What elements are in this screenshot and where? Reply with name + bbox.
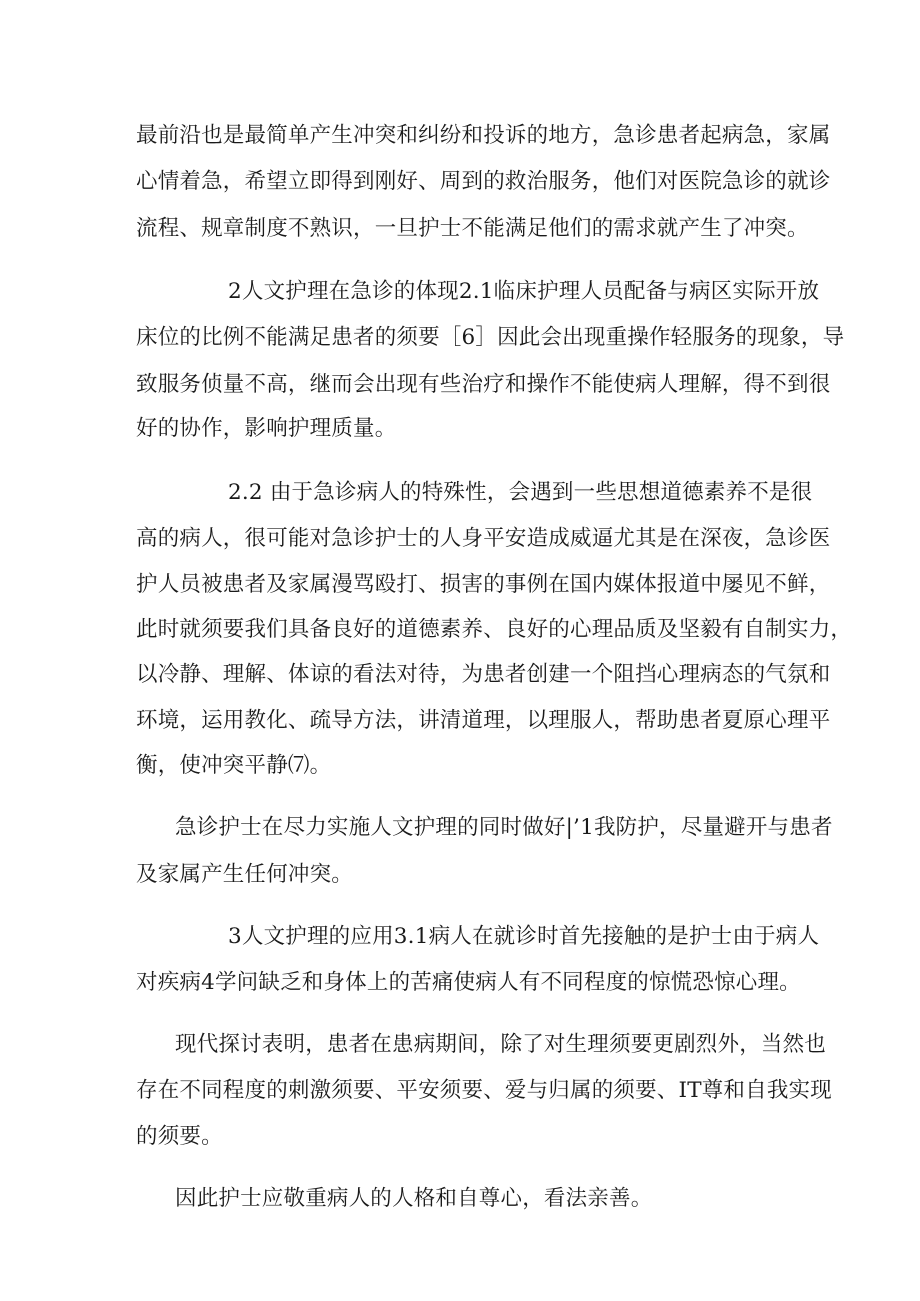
text-line: 因此护士应敬重病人的人格和自尊心，看法亲善。 [175, 1186, 653, 1211]
text-line: 好的协作，影响护理质量。 [136, 416, 397, 441]
text-line: 最前沿也是最简单产生冲突和纠纷和投诉的地方，急诊患者起病急，家属 [136, 123, 831, 148]
text-line: 2.2 由于急诊病人的特殊性，会遇到一些思想道德素养不是很 [228, 480, 813, 505]
text-line: 环境，运用教化、疏导方法，讲清道理，以理服人，帮助患者夏原心理平 [136, 708, 831, 733]
text-line: 急诊护士在尽力实施人文护理的同时做好|’1我防护，尽量避开与患者 [175, 815, 833, 840]
text-line: 高的病人，很可能对急诊护士的人身平安造成威逼尤其是在深夜，急诊医 [136, 526, 831, 551]
text-line: 及家属产生任何冲突。 [136, 862, 354, 887]
text-line: 2人文护理在急诊的体现2.1临床护理人员配备与病区实际开放 [228, 279, 820, 304]
text-line: 以冷静、理解、体谅的看法对待，为患者创建一个阻挡心理病态的气氛和 [136, 662, 831, 687]
text-line: 对疾病4学问缺乏和身体上的苦痛使病人有不同程度的惊慌恐惊心理。 [136, 970, 801, 995]
text-line: 衡，使冲突平静⑺。 [136, 753, 332, 778]
text-line: 流程、规章制度不熟识，一旦护士不能满足他们的需求就产生了冲突。 [136, 216, 809, 241]
text-line: 此时就须要我们具备良好的道德素养、良好的心理品质及坚毅有自制实力， [136, 617, 853, 642]
text-line: 致服务侦量不高，继而会出现有些治疗和操作不能使病人理解，得不到很 [136, 372, 831, 397]
text-line: 护人员被患者及家属漫骂殴打、损害的事例在国内媒体报道中屡见不鲜， [136, 572, 831, 597]
text-line: 现代探讨表明，患者在患病期间，除了对生理须要更剧烈外，当然也 [175, 1032, 827, 1057]
text-line: 的须要。 [136, 1124, 223, 1149]
text-line: 存在不同程度的刺激须要、平安须要、爱与归属的须要、IT尊和自我实现 [136, 1078, 832, 1103]
text-line: 心情着急，希望立即得到刚好、周到的救治服务，他们对医院急诊的就诊 [136, 169, 831, 194]
text-line: 3人文护理的应用3.1病人在就诊时首先接触的是护士由于病人 [228, 924, 820, 949]
text-line: 床位的比例不能满足患者的须要［6］因此会出现重操作轻服务的现象，导 [136, 325, 845, 350]
